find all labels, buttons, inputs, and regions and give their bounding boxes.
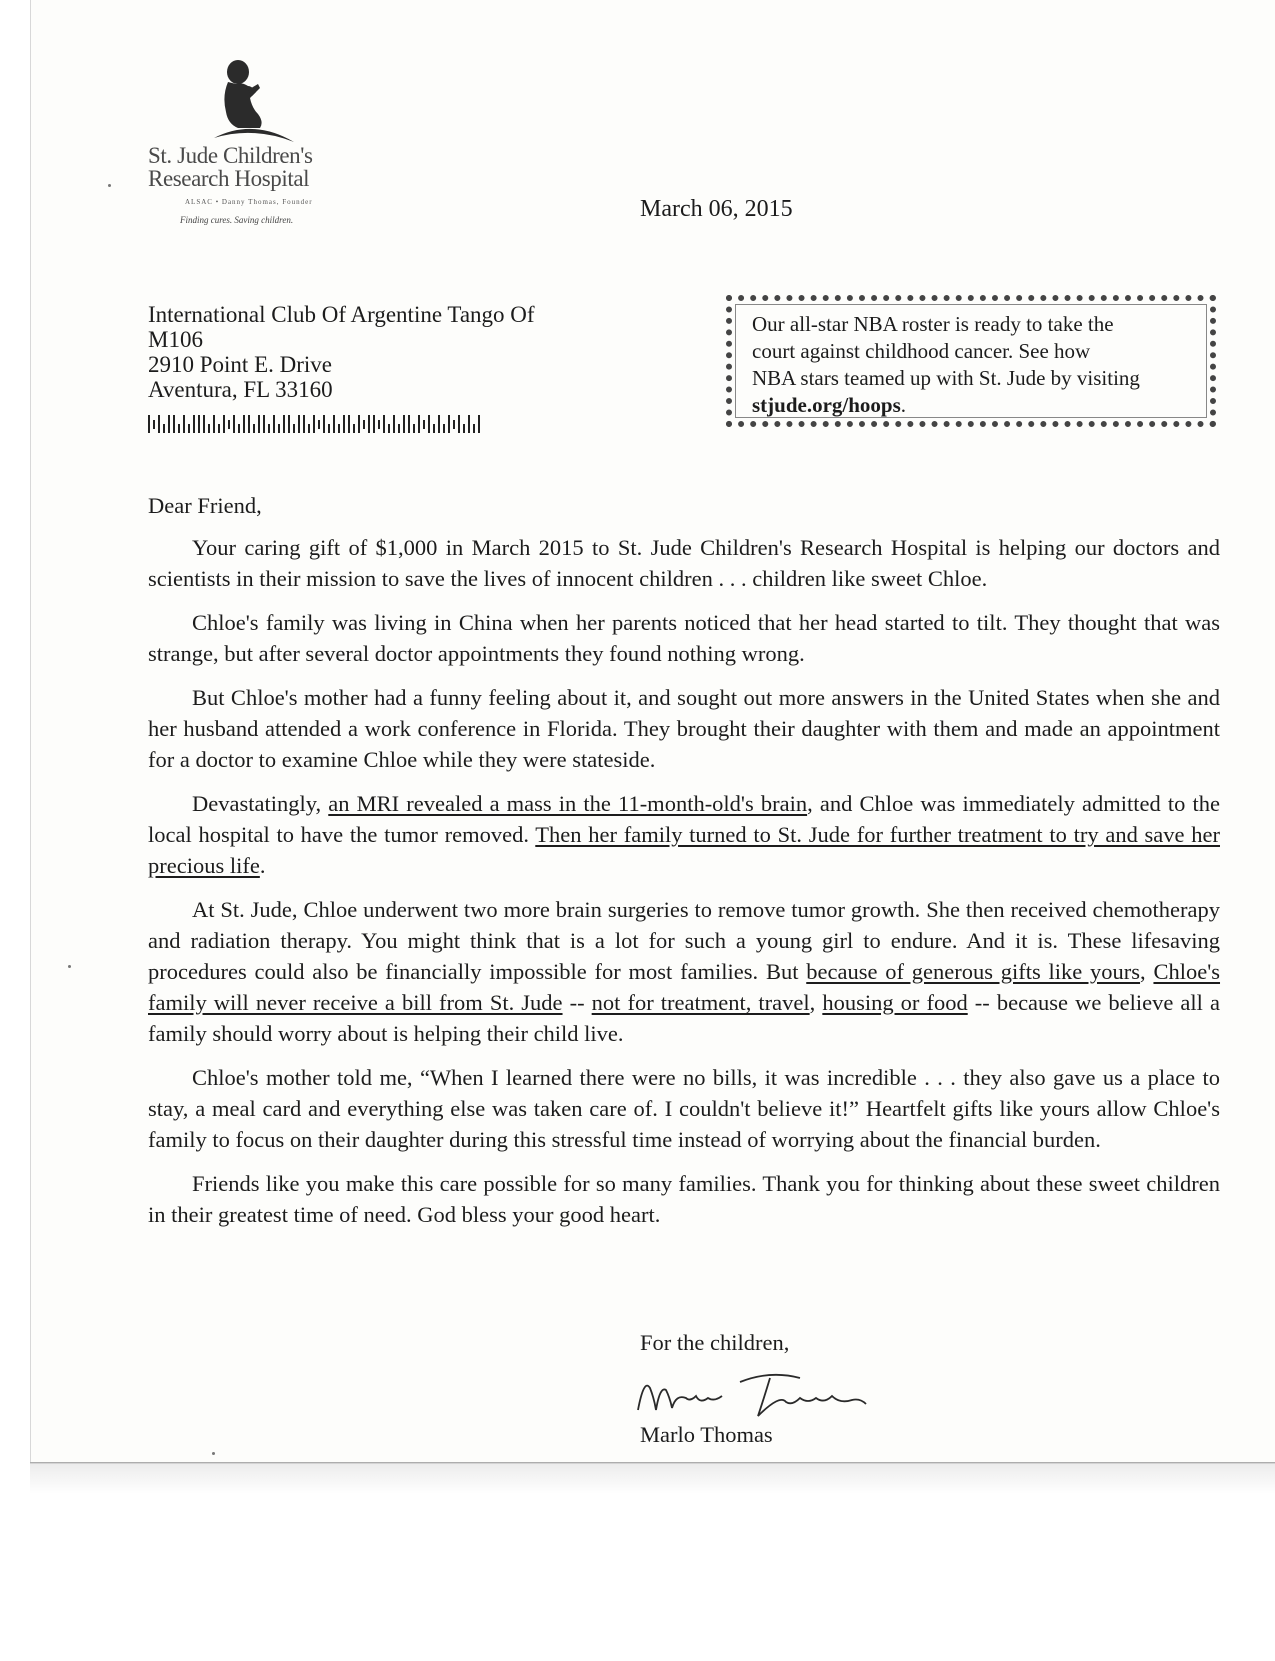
scan-speck xyxy=(212,1452,215,1455)
barcode-bar xyxy=(228,420,230,429)
paragraph: Chloe's mother told me, “When I learned there were no bills, it was incredible . . . they also gave us a place to stay, a meal card and everything else was taken care of. I couldn't believe it!” Heartfelt gifts like yours allow Chloe's family to focus on their daughter during this stressful time instead of worrying about the financial burden. xyxy=(148,1065,1220,1152)
signer-name: Marlo Thomas xyxy=(640,1422,773,1447)
text-run: -- xyxy=(562,990,592,1015)
text-run: , and Chloe was immediately admitted to the local hospital to have the tumor removed. xyxy=(148,791,1220,847)
letter-body xyxy=(148,490,1220,1243)
barcode-bar xyxy=(453,420,455,429)
barcode-bar xyxy=(283,415,285,433)
address-line: Aventura, FL 33160 xyxy=(148,377,333,402)
barcode-bar xyxy=(213,415,215,433)
barcode-bar xyxy=(253,424,255,433)
barcode-bar xyxy=(168,415,170,433)
barcode-bar xyxy=(333,415,335,433)
barcode-bar xyxy=(313,415,315,433)
barcode-bar xyxy=(448,415,450,433)
scan-speck xyxy=(68,965,71,968)
paper-shadow xyxy=(30,1464,1275,1494)
paragraph xyxy=(148,788,1220,881)
barcode-bar xyxy=(358,415,360,433)
org-name xyxy=(148,144,348,190)
underlined-text: Then her family turned to St. Jude for further treatment to try and save her precious life xyxy=(148,822,1220,878)
underlined-text: not for treatment, travel xyxy=(591,990,810,1015)
promo-line: court against childhood cancer. See how xyxy=(752,339,1091,363)
signature-scribble xyxy=(630,1368,890,1428)
postal-barcode xyxy=(148,415,480,433)
text-run: -- because we believe all a family should worry about is helping their child live. xyxy=(148,990,1220,1046)
barcode-bar xyxy=(238,424,240,433)
barcode-bar xyxy=(428,415,430,433)
barcode-bar xyxy=(383,415,385,433)
barcode-bar xyxy=(263,415,265,433)
child-praying-icon xyxy=(208,56,298,146)
barcode-bar xyxy=(243,415,245,433)
barcode-bar xyxy=(398,424,400,433)
address-line: International Club Of Argentine Tango Of xyxy=(148,302,535,327)
barcode-bar xyxy=(388,424,390,433)
underlined-text: an MRI revealed a mass in the 11-month-old's brain xyxy=(328,791,808,816)
org-founder: ALSAC • Danny Thomas, Founder xyxy=(185,198,313,206)
promo-line: NBA stars teamed up with St. Jude by visiting xyxy=(752,366,1140,390)
paragraph: But Chloe's mother had a funny feeling about it, and sought out more answers in the United States when she and her husband attended a work conference in Florida. They brought their daughter with them and made an appointment for a doctor to examine Chloe while they were stateside. xyxy=(148,685,1220,772)
address-line: 2910 Point E. Drive xyxy=(148,352,332,377)
barcode-bar xyxy=(233,415,235,433)
org-name-line1: St. Jude Children's xyxy=(148,143,313,168)
salutation: Dear Friend, xyxy=(148,493,262,518)
org-tagline: Finding cures. Saving children. xyxy=(180,215,294,225)
barcode-bar xyxy=(288,415,290,433)
scan-speck xyxy=(108,184,111,187)
barcode-bar xyxy=(208,424,210,433)
barcode-bar xyxy=(423,420,425,429)
barcode-bar xyxy=(368,415,370,433)
address-line: M106 xyxy=(148,327,203,352)
barcode-bar xyxy=(193,415,195,433)
underlined-text: housing or food xyxy=(822,990,968,1015)
barcode-bar xyxy=(373,415,375,433)
barcode-bar xyxy=(308,424,310,433)
barcode-bar xyxy=(353,424,355,433)
barcode-bar xyxy=(433,424,435,433)
barcode-bar xyxy=(173,415,175,433)
barcode-bar xyxy=(338,424,340,433)
text-run: . xyxy=(259,853,266,878)
promo-url-line xyxy=(752,392,1194,419)
promo-url: stjude.org/hoops xyxy=(752,393,901,417)
barcode-bar xyxy=(408,415,410,433)
barcode-bar xyxy=(153,420,155,429)
barcode-bar xyxy=(328,424,330,433)
barcode-bar xyxy=(148,415,150,433)
barcode-bar xyxy=(203,415,205,433)
barcode-bar xyxy=(413,424,415,433)
closing: For the children, xyxy=(640,1330,790,1355)
org-name-line2: Research Hospital xyxy=(148,166,310,191)
barcode-bar xyxy=(278,424,280,433)
barcode-bar xyxy=(183,415,185,433)
barcode-bar xyxy=(198,415,200,433)
barcode-bar xyxy=(443,424,445,433)
barcode-bar xyxy=(323,415,325,433)
barcode-bar xyxy=(468,415,470,433)
barcode-bar xyxy=(348,415,350,433)
barcode-bar xyxy=(273,415,275,433)
barcode-bar xyxy=(188,424,190,433)
promo-url-suffix: . xyxy=(900,393,907,417)
barcode-bar xyxy=(163,424,165,433)
paragraph: Your caring gift of $1,000 in March 2015 to St. Jude Children's Research Hospital is helping our doctors and scientists in their mission to save the lives of innocent children . . . children like sweet Chloe. xyxy=(148,535,1220,591)
barcode-bar xyxy=(418,415,420,433)
text-run: , xyxy=(809,990,823,1015)
paragraph: Friends like you make this care possible for so many families. Thank you for thinking about these sweet children in their greatest time of need. God bless your good heart. xyxy=(148,1171,1220,1227)
barcode-bar xyxy=(458,415,460,433)
st-jude-logo xyxy=(148,56,388,236)
underlined-text: Chloe's family will never receive a bill from St. Jude xyxy=(148,959,1221,1015)
barcode-bar xyxy=(478,415,480,433)
barcode-bar xyxy=(158,415,160,433)
barcode-bar xyxy=(178,424,180,433)
paragraph: Chloe's family was living in China when her parents noticed that her head started to tilt. They thought that was strange, but after several doctor appointments they found nothing wrong. xyxy=(148,610,1220,666)
barcode-bar xyxy=(403,415,405,433)
barcode-bar xyxy=(298,415,300,433)
barcode-bar xyxy=(463,424,465,433)
text-run: Devastatingly, xyxy=(192,791,329,816)
recipient-address xyxy=(148,302,618,402)
barcode-bar xyxy=(318,420,320,429)
text-run: , xyxy=(1140,959,1154,984)
promo-box xyxy=(726,295,1216,427)
barcode-bar xyxy=(218,424,220,433)
barcode-bar xyxy=(438,415,440,433)
barcode-bar xyxy=(393,415,395,433)
barcode-bar xyxy=(248,415,250,433)
barcode-bar xyxy=(473,424,475,433)
barcode-bar xyxy=(303,415,305,433)
promo-line: Our all-star NBA roster is ready to take the xyxy=(752,312,1114,336)
barcode-bar xyxy=(293,424,295,433)
barcode-bar xyxy=(258,415,260,433)
underlined-text: because of generous gifts like yours xyxy=(806,959,1141,984)
text-run: At St. Jude, Chloe underwent two more brain surgeries to remove tumor growth. She then received chemotherapy and radiation therapy. You might think that is a lot for such a young girl to endure. And it is. These lifesaving procedures could also be financially impossible for most families. But xyxy=(148,897,1220,984)
barcode-bar xyxy=(343,415,345,433)
barcode-bar xyxy=(378,420,380,429)
barcode-bar xyxy=(223,415,225,433)
barcode-bar xyxy=(268,424,270,433)
letter-date: March 06, 2015 xyxy=(640,196,793,222)
barcode-bar xyxy=(363,420,365,429)
paragraph xyxy=(148,894,1220,1049)
